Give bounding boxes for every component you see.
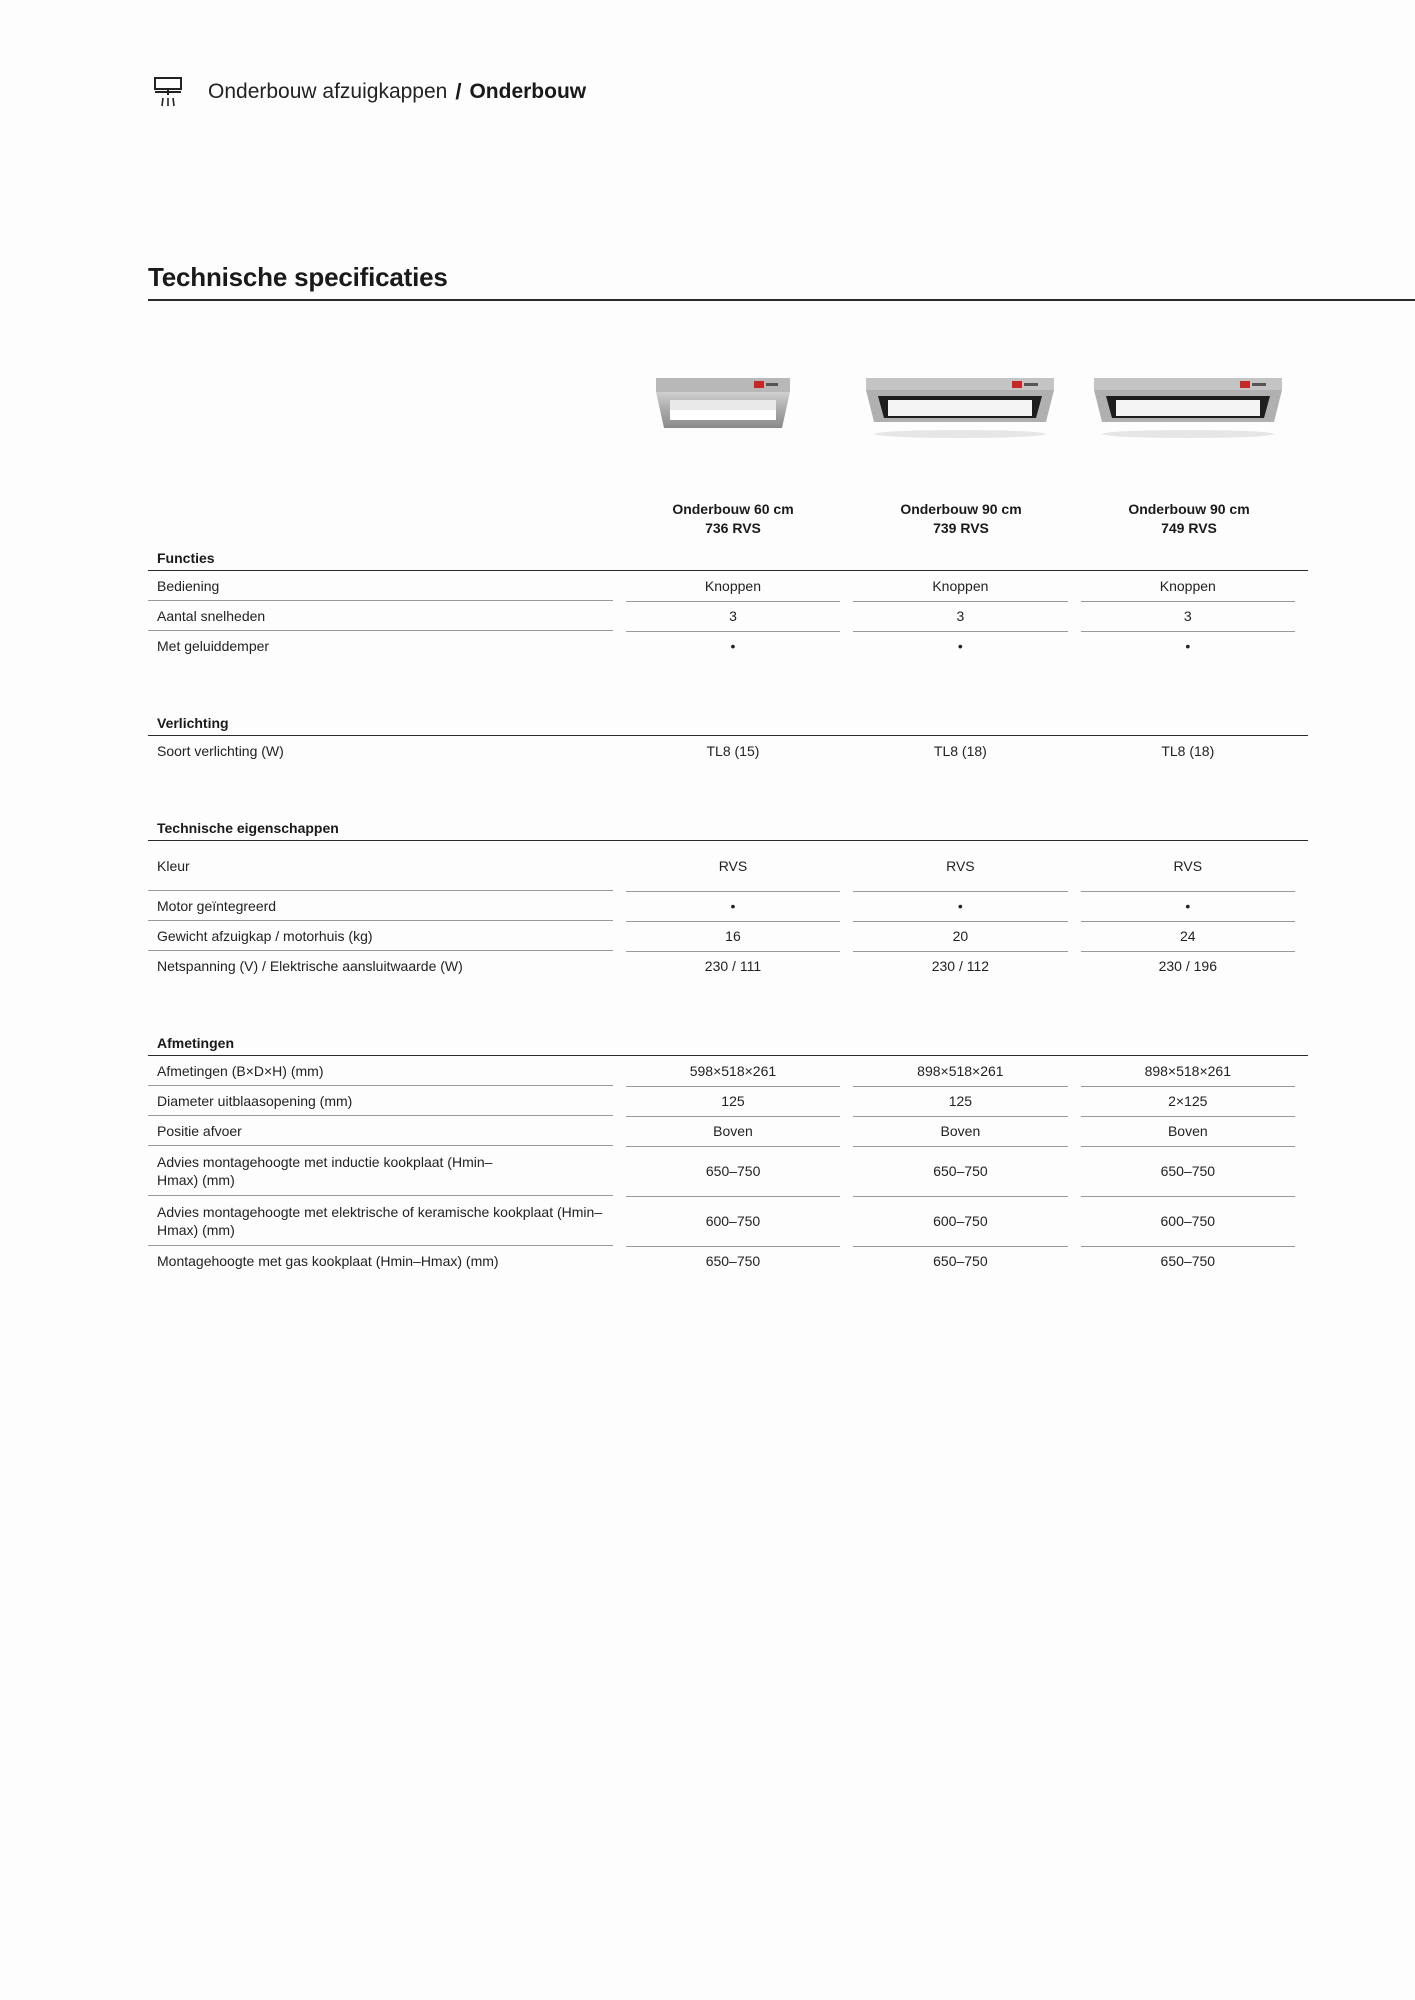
row-label: Met geluiddemper	[157, 638, 270, 654]
row-label: Gewicht afzuigkap / motorhuis (kg)	[148, 921, 613, 951]
product-name-line2: 736 RVS	[705, 520, 761, 536]
row-value: 650–750	[705, 1253, 761, 1269]
row-label: Motor geïntegreerd	[148, 891, 613, 921]
table-row	[148, 891, 1308, 921]
group-title: Technische eigenschappen	[157, 820, 339, 836]
table-row	[148, 841, 1308, 891]
product-name-line1: Onderbouw 90 cm	[900, 501, 1022, 517]
row-value: 3	[626, 601, 840, 632]
row-label: Soort verlichting (W)	[157, 743, 284, 759]
row-value: 600–750	[853, 1196, 1067, 1247]
group-header-functies	[148, 540, 1308, 571]
table-row	[148, 1116, 1308, 1146]
row-value: Knoppen	[626, 571, 840, 602]
row-value: •	[1081, 891, 1295, 922]
row-value: 650–750	[626, 1146, 840, 1197]
row-value: 125	[853, 1086, 1067, 1117]
group-header-verlichting	[148, 705, 1308, 736]
page-title: Technische specificaties	[148, 262, 448, 292]
row-label: Afmetingen (B×D×H) (mm)	[148, 1056, 613, 1086]
row-label: Advies montagehoogte met elektrische of keramische kookplaat (Hmin–Hmax) (mm)	[148, 1196, 613, 1246]
product-name-line2: 749 RVS	[1161, 520, 1217, 536]
table-row	[148, 1056, 1308, 1086]
table-row	[148, 1196, 1308, 1246]
row-label: Positie afvoer	[148, 1116, 613, 1146]
breadcrumb-parent: Onderbouw afzuigkappen	[208, 80, 448, 103]
row-value: 650–750	[1160, 1253, 1216, 1269]
row-value: 898×518×261	[1081, 1056, 1295, 1087]
row-value: 24	[1081, 921, 1295, 952]
row-value: •	[853, 891, 1067, 922]
table-row	[148, 1146, 1308, 1196]
row-label: Aantal snelheden	[148, 601, 613, 631]
product-name-line1: Onderbouw 90 cm	[1128, 501, 1250, 517]
row-value: 230 / 111	[704, 958, 762, 974]
product-image-736	[654, 370, 792, 442]
row-value: RVS	[1081, 841, 1295, 892]
row-value: 3	[853, 601, 1067, 632]
group-title: Functies	[157, 550, 215, 566]
row-value: 16	[626, 921, 840, 952]
row-value: 3	[1081, 601, 1295, 632]
group-title: Verlichting	[157, 715, 229, 731]
table-row	[148, 1246, 1308, 1276]
row-value: Boven	[626, 1116, 840, 1147]
breadcrumb-current: Onderbouw	[469, 80, 587, 103]
row-value: •	[626, 891, 840, 922]
table-row	[148, 736, 1308, 766]
row-value: 20	[853, 921, 1067, 952]
table-row	[148, 631, 1308, 661]
row-value: Knoppen	[1081, 571, 1295, 602]
row-value: TL8 (18)	[1161, 743, 1215, 759]
row-label: Montagehoogte met gas kookplaat (Hmin–Hmax) (mm)	[157, 1253, 499, 1269]
row-value: 230 / 196	[1158, 958, 1217, 974]
row-value: 600–750	[1081, 1196, 1295, 1247]
row-value: 230 / 112	[931, 958, 990, 974]
group-header-technische-eigenschappen	[148, 810, 1308, 841]
row-label: Netspanning (V) / Elektrische aansluitwaarde (W)	[157, 958, 463, 974]
row-value: Boven	[853, 1116, 1067, 1147]
product-name-line1: Onderbouw 60 cm	[672, 501, 794, 517]
row-label: Bediening	[148, 571, 613, 601]
row-value: 898×518×261	[853, 1056, 1067, 1087]
product-image-749	[1092, 370, 1284, 442]
table-row	[148, 571, 1308, 601]
row-value: Boven	[1081, 1116, 1295, 1147]
breadcrumb	[152, 74, 586, 110]
breadcrumb-separator: /	[455, 79, 462, 104]
title-divider	[148, 299, 1415, 301]
cooker-hood-icon	[152, 75, 184, 109]
row-value: TL8 (15)	[706, 743, 760, 759]
group-title: Afmetingen	[157, 1035, 234, 1051]
group-header-afmetingen	[148, 1025, 1308, 1056]
row-value: 650–750	[933, 1253, 988, 1269]
row-label: Diameter uitblaasopening (mm)	[148, 1086, 613, 1116]
table-row	[148, 951, 1308, 981]
product-image-739	[864, 370, 1056, 442]
row-value: 2×125	[1081, 1086, 1295, 1117]
product-name-line2: 739 RVS	[933, 520, 989, 536]
row-label: Kleur	[148, 841, 613, 891]
row-value: 598×518×261	[626, 1056, 840, 1087]
row-value: RVS	[853, 841, 1067, 892]
row-label: Advies montagehoogte met inductie kookplaat (Hmin–Hmax) (mm)	[148, 1146, 613, 1196]
product-name-749	[1079, 500, 1299, 538]
spec-table	[148, 540, 1308, 1276]
table-row	[148, 601, 1308, 631]
row-value: RVS	[626, 841, 840, 892]
row-value: Knoppen	[853, 571, 1067, 602]
row-value: •	[1185, 638, 1191, 654]
row-value: •	[730, 638, 736, 654]
table-row	[148, 1086, 1308, 1116]
row-value: 600–750	[626, 1196, 840, 1247]
product-name-739	[851, 500, 1071, 538]
table-row	[148, 921, 1308, 951]
row-value: 650–750	[853, 1146, 1067, 1197]
row-value: 125	[626, 1086, 840, 1117]
product-name-736	[623, 500, 843, 538]
row-value: TL8 (18)	[933, 743, 987, 759]
row-value: 650–750	[1081, 1146, 1295, 1197]
row-value: •	[957, 638, 963, 654]
